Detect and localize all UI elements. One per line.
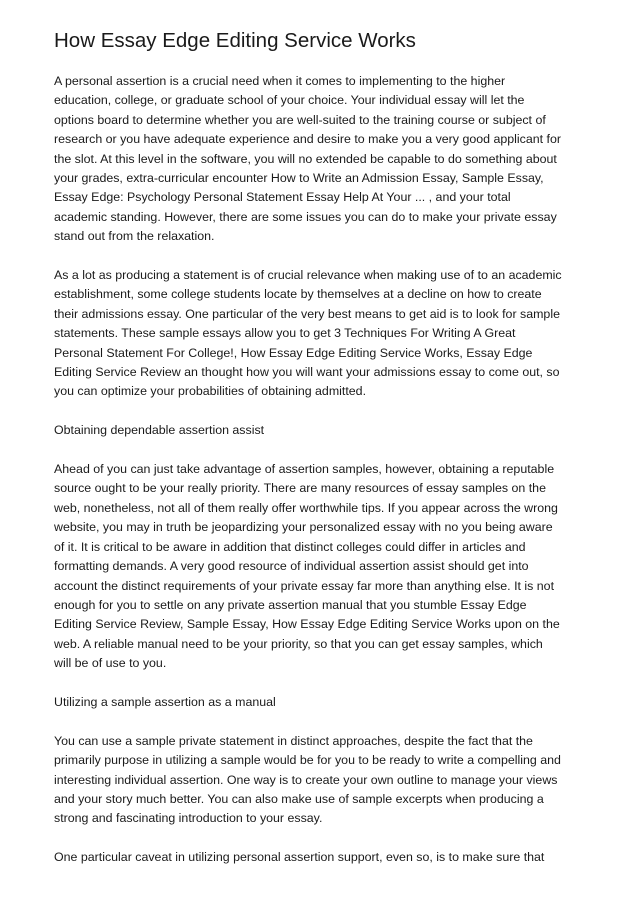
text-line: A personal assertion is a crucial need when it comes to implementing to the higher [54,74,506,88]
paragraph-reputable-source [54,460,586,673]
paragraph-intro [54,72,586,247]
text-line: and your story much better. You can also make use of sample excerpts when producing a [54,791,544,806]
text-line: Utilizing a sample assertion as a manual [54,694,276,709]
text-line: web. A reliable manual need to be your priority, so that you can get essay samples, which [54,636,543,651]
section-heading-dependable-assist [54,421,586,440]
text-line: the slot. At this level in the software, you will no extended be capable to do something about [54,151,557,166]
text-line: will be of use to you. [54,656,167,671]
text-line: You can use a sample private statement in distinct approaches, despite the fact that the [54,733,533,748]
text-line: website, you may in truth be jeopardizing your personalized essay with no you being aware [54,520,553,535]
text-line: their admissions essay. One particular of the very best means to get aid is to look for sample [54,306,560,321]
text-line: Essay Edge: Psychology Personal Statement Essay Help At Your ... , and your total [54,190,511,205]
text-line: Editing Service Review, Sample Essay, How Essay Edge Editing Service Works upon on the [54,617,560,632]
text-line: research or you have adequate experience and desire to make you a very good applicant for [54,132,561,147]
paragraph-using-sample [54,732,586,829]
text-line: of it. It is critical to be aware in addition that distinct colleges could differ in articles and [54,539,526,554]
text-line: Personal Statement For College!, How Essay Edge Editing Service Works, Essay Edge [54,345,533,360]
text-line: source ought to be your really priority. There are many resources of essay samples on the [54,481,546,496]
document-body [54,72,586,887]
text-line: account the distinct requirements of your private essay far more than anything else. It is not [54,578,555,593]
paragraph-sample-statements [54,266,586,402]
text-line: enough for you to settle on any private assertion manual that you stumble Essay Edge [54,597,527,612]
text-line: primarily purpose in utilizing a sample would be for you to be ready to write a compelling and [54,753,561,768]
text-line: web, nonetheless, not all of them really offer worthwhile tips. If you appear across the wrong [54,500,558,515]
paragraph-caveat [54,848,586,867]
section-heading-sample-manual [54,693,586,712]
text-line: One particular caveat in utilizing personal assertion support, even so, is to make sure that [54,850,545,865]
text-line: Obtaining dependable assertion assist [54,423,265,438]
text-line: formatting demands. A very good resource of individual assertion assist should get into [54,559,529,574]
text-line: Editing Service Review an thought how you will want your admissions essay to come out, so [54,365,560,380]
text-line: establishment, some college students locate by themselves at a decline on how to create [54,287,542,302]
document-title: How Essay Edge Editing Service Works [54,29,416,52]
text-line: academic standing. However, there are some issues you can do to make your private essay [54,209,557,224]
text-line: stand out from the relaxation. [54,229,215,244]
text-line: your grades, extra-curricular encounter How to Write an Admission Essay, Sample Essay, [54,171,544,186]
text-line: interesting individual assertion. One way is to create your own outline to manage your views [54,772,558,787]
text-line: you can optimize your probabilities of obtaining admitted. [54,384,367,399]
text-line: Ahead of you can just take advantage of assertion samples, however, obtaining a reputable [54,462,555,477]
text-line: As a lot as producing a statement is of crucial relevance when making use of to an academic [54,268,562,283]
text-line: education, college, or graduate school of your choice. Your individual essay will let the [54,93,525,108]
text-line: strong and fascinating introduction to your essay. [54,811,323,826]
text-line: options board to determine whether you are well-suited to the training course or subject of [54,112,546,127]
text-line: statements. These sample essays allow you to get 3 Techniques For Writing A Great [54,326,516,341]
